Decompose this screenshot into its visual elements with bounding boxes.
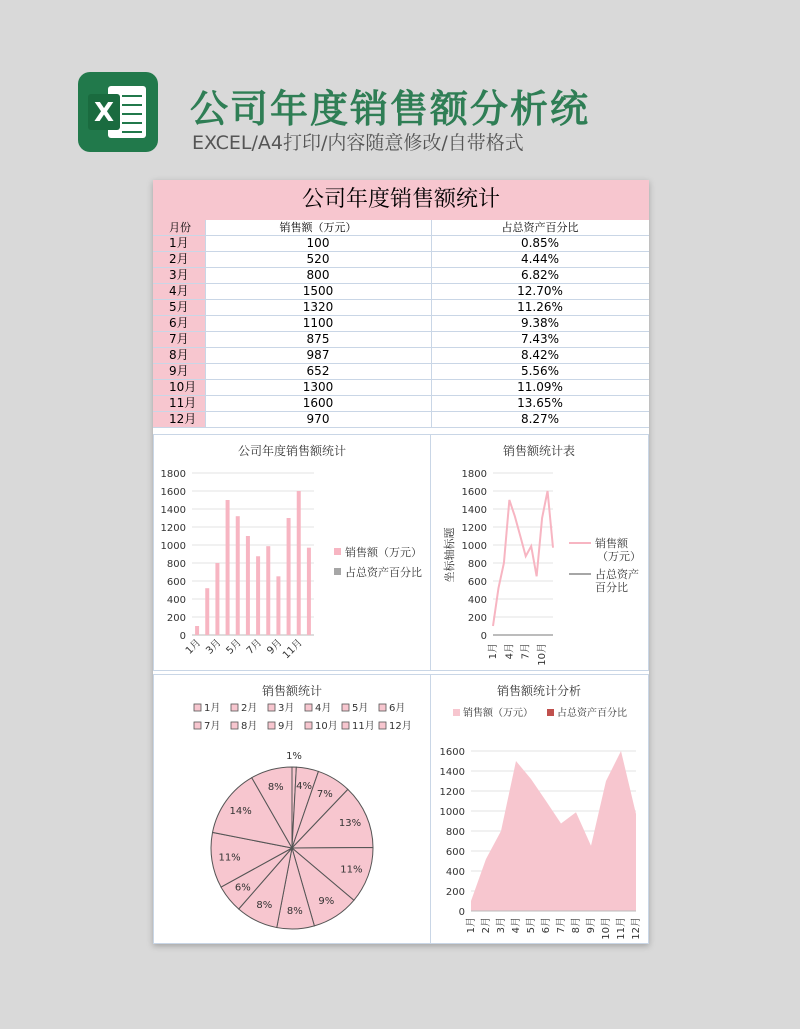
column-header: 销售额（万元） — [205, 220, 431, 236]
y-tick-label: 1400 — [439, 767, 465, 778]
table-cell-sales: 1320 — [205, 300, 431, 316]
legend-label: 占总资产百分比 — [557, 708, 627, 719]
x-tick-label: 7月 — [244, 637, 265, 657]
legend-swatch — [305, 704, 312, 711]
table-row — [153, 236, 649, 252]
slice-label: 6% — [234, 882, 251, 894]
y-tick-label: 1600 — [160, 487, 186, 498]
pie-chart — [154, 675, 430, 943]
page-title: 公司年度销售额分析统 — [190, 87, 591, 131]
table-cell-month: 5月 — [153, 300, 205, 316]
table-row — [153, 332, 649, 348]
table-cell-pct: 8.27% — [431, 412, 649, 428]
legend-label: 销售额 — [595, 537, 628, 550]
table-cell-pct: 12.70% — [431, 284, 649, 300]
table-cell-month: 4月 — [153, 284, 205, 300]
slice-label: 8% — [267, 781, 284, 793]
bar-chart-panel — [153, 434, 431, 671]
y-tick-label: 800 — [166, 559, 186, 570]
table-cell-pct: 11.26% — [431, 300, 649, 316]
x-tick-label: 10月 — [537, 643, 549, 666]
table-cell-month: 8月 — [153, 348, 205, 364]
bar — [195, 626, 199, 635]
excel-icon — [78, 72, 158, 152]
y-tick-label: 0 — [458, 907, 465, 918]
y-tick-label: 1200 — [461, 523, 487, 534]
x-tick-label: 1月 — [488, 643, 499, 660]
table-cell-sales: 1600 — [205, 396, 431, 412]
legend-swatch — [342, 704, 349, 711]
y-tick-label: 200 — [166, 613, 186, 624]
x-tick-label: 5月 — [526, 917, 537, 934]
legend-label: （万元） — [597, 550, 641, 563]
table-cell-pct: 8.42% — [431, 348, 649, 364]
table-cell-month: 12月 — [153, 412, 205, 428]
legend-label: 10月 — [315, 721, 338, 732]
y-tick-label: 1800 — [160, 469, 186, 480]
y-tick-label: 800 — [445, 827, 465, 838]
bar — [256, 556, 260, 635]
legend-label: 2月 — [241, 703, 258, 714]
table-cell-sales: 1300 — [205, 380, 431, 396]
table-cell-month: 9月 — [153, 364, 205, 380]
x-tick-label: 10月 — [601, 917, 612, 940]
bar — [307, 548, 311, 635]
table-cell-sales: 987 — [205, 348, 431, 364]
column-header: 月份 — [153, 220, 205, 236]
x-tick-label: 2月 — [481, 917, 492, 934]
legend-label: 4月 — [315, 703, 332, 714]
series-line — [493, 491, 553, 626]
table-cell-sales: 100 — [205, 236, 431, 252]
table-cell-sales: 970 — [205, 412, 431, 428]
x-tick-label: 6月 — [541, 917, 552, 934]
x-tick-label: 11月 — [281, 637, 305, 662]
page-subtitle: EXCEL/A4打印/内容随意修改/自带格式 — [192, 132, 524, 154]
x-tick-label: 3月 — [496, 917, 507, 934]
legend-label: 11月 — [352, 721, 375, 732]
chart-title: 公司年度销售额统计 — [237, 444, 347, 458]
legend-swatch — [379, 704, 386, 711]
table-row — [153, 284, 649, 300]
slice-label: 9% — [318, 896, 335, 908]
slice-label: 11% — [218, 852, 241, 864]
y-tick-label: 600 — [166, 577, 186, 588]
legend-label: 1月 — [204, 703, 221, 714]
x-tick-label: 5月 — [224, 637, 244, 657]
table-cell-month: 3月 — [153, 268, 205, 284]
y-tick-label: 400 — [166, 595, 186, 606]
line-chart — [431, 435, 648, 670]
bar — [276, 576, 280, 635]
x-tick-label: 1月 — [183, 637, 204, 657]
x-tick-label: 1月 — [466, 917, 477, 934]
x-tick-label: 8月 — [571, 917, 582, 934]
y-tick-label: 600 — [467, 577, 487, 588]
table-cell-pct: 5.56% — [431, 364, 649, 380]
legend-label: 6月 — [389, 703, 406, 714]
table-cell-month: 6月 — [153, 316, 205, 332]
y-tick-label: 0 — [480, 631, 487, 642]
y-tick-label: 1200 — [439, 787, 465, 798]
table-cell-month: 2月 — [153, 252, 205, 268]
table-cell-sales: 1100 — [205, 316, 431, 332]
y-tick-label: 600 — [445, 847, 465, 858]
table-cell-month: 7月 — [153, 332, 205, 348]
y-tick-label: 800 — [467, 559, 487, 570]
legend-swatch — [194, 704, 201, 711]
table-cell-sales: 1500 — [205, 284, 431, 300]
legend-label: 占总资产 — [595, 568, 639, 581]
bar — [226, 500, 230, 635]
legend-label: 9月 — [278, 721, 295, 732]
slice-label: 13% — [338, 817, 362, 829]
area-chart-panel — [430, 674, 649, 944]
table-row — [153, 380, 649, 396]
y-tick-label: 1600 — [439, 747, 465, 758]
y-tick-label: 200 — [467, 613, 487, 624]
x-tick-label: 4月 — [504, 643, 516, 660]
y-tick-label: 1000 — [461, 541, 487, 552]
sheet-title: 公司年度销售额统计 — [153, 180, 649, 220]
slice-label: 11% — [340, 864, 363, 876]
table-cell-pct: 4.44% — [431, 252, 649, 268]
legend-label: 12月 — [389, 721, 412, 732]
bar — [236, 516, 240, 635]
slice-label: 1% — [286, 751, 302, 762]
slice-label: 8% — [256, 899, 273, 911]
table-cell-pct: 9.38% — [431, 316, 649, 332]
y-tick-label: 1800 — [461, 469, 487, 480]
slice-label: 4% — [296, 780, 313, 792]
legend-label: 占总资产百分比 — [345, 566, 422, 579]
legend-swatch — [334, 568, 341, 575]
legend-label: 销售额（万元） — [463, 708, 533, 719]
excel-logo-letter: X — [93, 98, 115, 128]
legend-swatch — [547, 709, 554, 716]
area-chart — [431, 675, 648, 943]
table-cell-pct: 0.85% — [431, 236, 649, 252]
y-tick-label: 1200 — [160, 523, 186, 534]
x-tick-label: 3月 — [204, 637, 224, 657]
table-cell-pct: 6.82% — [431, 268, 649, 284]
legend-label: 5月 — [352, 703, 369, 714]
chart-title: 销售额统计表 — [502, 444, 576, 458]
chart-title: 销售额统计 — [261, 684, 323, 698]
table-cell-sales: 875 — [205, 332, 431, 348]
legend-label: 3月 — [278, 703, 295, 714]
pie-chart-panel — [153, 674, 431, 944]
slice-label: 7% — [316, 789, 333, 801]
bar — [297, 491, 301, 635]
x-tick-label: 9月 — [265, 637, 285, 657]
y-tick-label: 400 — [467, 595, 487, 606]
table-header-row — [153, 220, 649, 236]
y-tick-label: 1000 — [160, 541, 186, 552]
slice-label: 8% — [286, 906, 303, 918]
legend-label: 7月 — [204, 721, 221, 732]
line-chart-panel — [430, 434, 649, 671]
table-cell-sales: 652 — [205, 364, 431, 380]
table-cell-sales: 800 — [205, 268, 431, 284]
spreadsheet — [153, 180, 649, 944]
legend-swatch — [453, 709, 460, 716]
table-row — [153, 396, 649, 412]
table-row — [153, 316, 649, 332]
y-axis-label: 坐标轴标题 — [443, 527, 456, 583]
legend-swatch — [342, 722, 349, 729]
legend-label: 百分比 — [595, 581, 628, 594]
legend-swatch — [268, 704, 275, 711]
y-tick-label: 1400 — [461, 505, 487, 516]
table-cell-month: 10月 — [153, 380, 205, 396]
legend-swatch — [231, 722, 238, 729]
column-header: 占总资产百分比 — [431, 220, 649, 236]
table-row — [153, 412, 649, 428]
table-cell-sales: 520 — [205, 252, 431, 268]
legend-swatch — [305, 722, 312, 729]
x-tick-label: 9月 — [586, 917, 597, 934]
x-tick-label: 7月 — [556, 917, 567, 934]
y-tick-label: 400 — [445, 867, 465, 878]
bar — [205, 588, 209, 635]
x-tick-label: 12月 — [631, 917, 642, 940]
y-tick-label: 1600 — [461, 487, 487, 498]
x-tick-label: 7月 — [520, 643, 532, 660]
x-tick-label: 4月 — [511, 917, 522, 934]
legend-label: 销售额（万元） — [345, 546, 422, 559]
slice-label: 14% — [229, 806, 252, 818]
legend-swatch — [194, 722, 201, 729]
x-tick-label: 11月 — [616, 917, 627, 940]
table-row — [153, 300, 649, 316]
table-cell-pct: 13.65% — [431, 396, 649, 412]
chart-title: 销售额统计分析 — [496, 684, 582, 698]
bar — [287, 518, 291, 635]
table-cell-pct: 11.09% — [431, 380, 649, 396]
bar — [215, 563, 219, 635]
table-cell-month: 11月 — [153, 396, 205, 412]
table-row — [153, 268, 649, 284]
table-cell-month: 1月 — [153, 236, 205, 252]
legend-swatch — [231, 704, 238, 711]
table-cell-pct: 7.43% — [431, 332, 649, 348]
y-tick-label: 0 — [179, 631, 186, 642]
bar — [246, 536, 250, 635]
table-row — [153, 252, 649, 268]
y-tick-label: 200 — [445, 887, 465, 898]
table-row — [153, 364, 649, 380]
bar — [266, 546, 270, 635]
y-tick-label: 1400 — [160, 505, 186, 516]
legend-swatch — [268, 722, 275, 729]
legend-swatch — [379, 722, 386, 729]
y-tick-label: 1000 — [439, 807, 465, 818]
bar-chart — [154, 435, 430, 670]
table-row — [153, 348, 649, 364]
legend-label: 8月 — [241, 721, 258, 732]
sales-table — [153, 220, 649, 428]
legend-swatch — [334, 548, 341, 555]
